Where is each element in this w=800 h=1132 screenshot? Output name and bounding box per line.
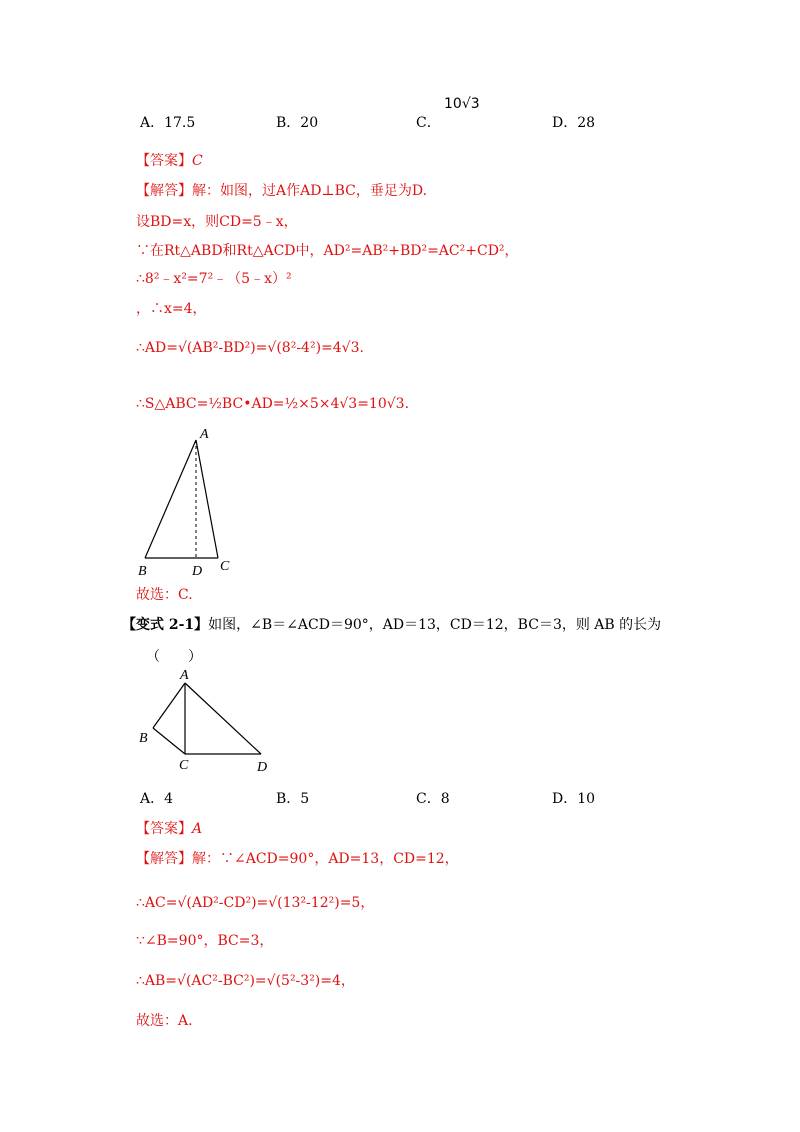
label-d: D [257, 760, 268, 775]
solution2-line-4: ∴AB=√(AC²-BC²)=√(5²-3²)=4， [136, 973, 355, 989]
side-bc [153, 728, 185, 754]
solution2-line-1: 【解答】解：∵∠ACD=90°，AD=13，CD=12， [136, 851, 459, 867]
answer-tag: 【答案】 [136, 821, 192, 837]
label-b: B [138, 564, 147, 579]
option-a: A．17.5 [140, 115, 196, 131]
solution-line-7: ∴S△ABC=½BC•AD=½×5×4√3=10√3. [136, 396, 410, 412]
solution-line-4: ∴8²﹣x²=7²﹣（5﹣x）² [136, 271, 292, 287]
solution2-line-3: ∵∠B=90°，BC=3， [136, 933, 274, 949]
solution-tag: 【解答】 [136, 183, 192, 199]
final-answer-2: 故选：A. [136, 1013, 193, 1029]
solution-line-3: ∵在Rt△ABD和Rt△ACD中，AD²=AB²+BD²=AC²+CD²， [136, 243, 519, 259]
side-ab [153, 683, 185, 728]
option-a: A．4 [140, 791, 174, 807]
solution-line-2: 设BD=x，则CD=5﹣x， [136, 214, 298, 230]
question-2-stem: 【变式 2-1】如图，∠B＝∠ACD＝90°，AD＝13，CD＝12，BC＝3，则 AB 的长为 [122, 617, 662, 633]
side-ac [196, 440, 218, 558]
solution-line-5: ，∴x=4， [136, 301, 207, 317]
label-c: C [220, 559, 230, 574]
label-a: A [180, 668, 189, 683]
answer-line-2 [136, 818, 202, 838]
variant-tag: 【变式 2-1】 [122, 617, 209, 633]
answer-value: A [192, 821, 203, 837]
quadrilateral-abcd-figure [135, 665, 285, 775]
label-a: A [200, 427, 209, 442]
answer-tag: 【答案】 [136, 153, 192, 169]
solution-line-1: 【解答】解：如图，过A作AD⊥BC，垂足为D. [136, 183, 428, 199]
label-c: C [179, 758, 189, 773]
option-d: D．10 [552, 791, 596, 807]
triangle-abc-figure [130, 420, 250, 580]
option-c-value: 10√3 [444, 96, 480, 112]
answer-parens: （ ） [146, 649, 202, 665]
side-ab [145, 440, 196, 558]
solution-line-6: ∴AD=√(AB²-BD²)=√(8²-4²)=4√3. [136, 340, 364, 356]
side-ad [185, 683, 261, 754]
option-b: B．20 [276, 115, 319, 131]
answer-value: C [192, 153, 203, 169]
label-b: B [139, 731, 148, 746]
solution-tag: 【解答】 [136, 851, 192, 867]
option-b: B．5 [276, 791, 310, 807]
label-d: D [192, 564, 203, 579]
final-answer-1: 故选：C. [136, 587, 193, 603]
option-c: C．8 [416, 791, 450, 807]
option-c: C． [416, 115, 441, 131]
option-d: D．28 [552, 115, 596, 131]
answer-line [136, 150, 203, 170]
solution2-line-2: ∴AC=√(AD²-CD²)=√(13²-12²)=5， [136, 895, 375, 911]
